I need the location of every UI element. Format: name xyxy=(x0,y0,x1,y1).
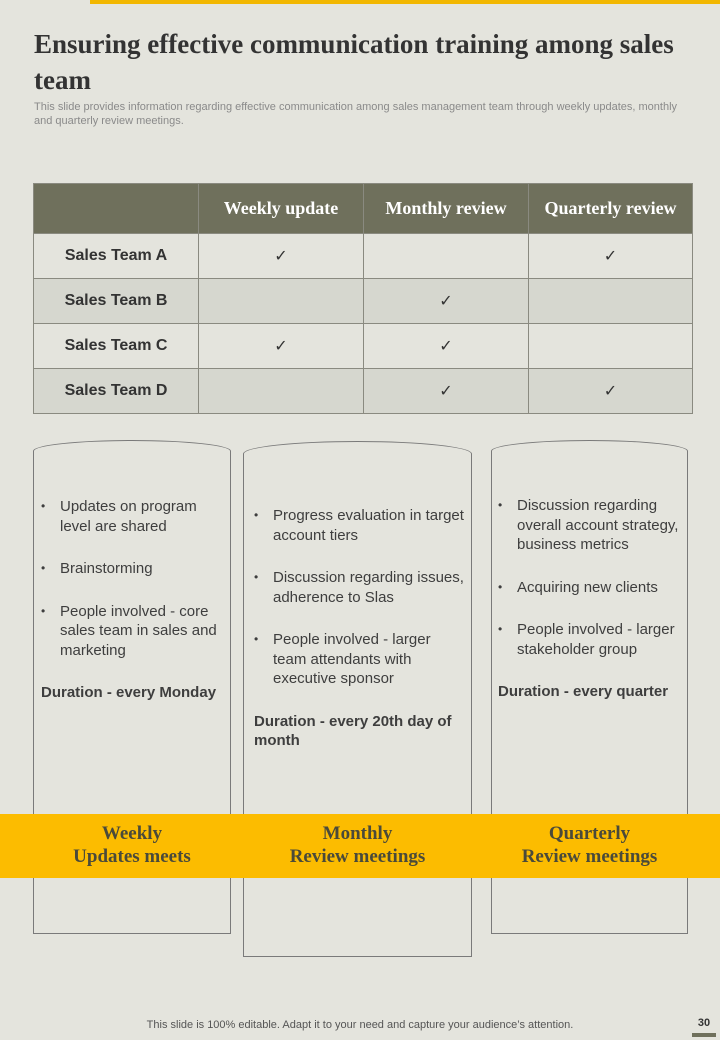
table-header-corner xyxy=(34,184,199,234)
checkmark-cell: ✓ xyxy=(199,234,364,279)
list-item xyxy=(498,496,684,555)
page-number: 30 xyxy=(697,1017,711,1029)
label-line: Monthly xyxy=(322,823,393,844)
checkmark-cell xyxy=(529,324,693,369)
list-item xyxy=(498,578,684,598)
bullet-text: Discussion regarding overall account strategy, business metrics xyxy=(517,497,679,553)
bullet-icon: • xyxy=(254,508,259,522)
checkmark-cell xyxy=(199,369,364,414)
table-row xyxy=(34,279,693,324)
checkmark-cell: ✓ xyxy=(529,369,693,414)
bullet-text: People involved - larger stakeholder group xyxy=(517,621,675,658)
checkmark-cell: ✓ xyxy=(199,324,364,369)
list-item xyxy=(254,630,466,689)
monthly-card-content xyxy=(254,506,466,751)
table-row xyxy=(34,369,693,414)
list-item xyxy=(41,559,223,579)
monthly-meeting-label xyxy=(243,822,472,868)
bullet-text: Acquiring new clients xyxy=(517,578,658,596)
slide-subtitle: This slide provides information regarding effective communication among sales management team through weekly updates, monthly and quarterly review meetings. xyxy=(34,101,678,127)
bullet-text: Progress evaluation in target account tiers xyxy=(273,507,464,544)
list-item xyxy=(254,568,466,607)
checkmark-cell: ✓ xyxy=(529,234,693,279)
quarterly-card-content xyxy=(498,496,684,702)
table-header-row xyxy=(34,184,693,234)
quarterly-meeting-label xyxy=(491,822,688,868)
monthly-bullet-list xyxy=(254,506,466,689)
table-row xyxy=(34,234,693,279)
meeting-matrix-table xyxy=(33,183,693,414)
page-number-underline xyxy=(692,1033,716,1037)
row-label: Sales Team B xyxy=(34,279,199,324)
checkmark-cell: ✓ xyxy=(364,324,529,369)
bullet-text: People involved - core sales team in sales and marketing xyxy=(60,602,217,659)
list-item xyxy=(498,620,684,659)
column-header-weekly: Weekly update xyxy=(199,184,364,234)
slide-title: Ensuring effective communication training among sales team xyxy=(34,29,674,95)
duration-text: Duration - every 20th day of month xyxy=(254,712,452,749)
duration-text: Duration - every quarter xyxy=(498,683,669,700)
bullet-icon: • xyxy=(254,570,259,584)
row-label: Sales Team C xyxy=(34,324,199,369)
label-line: Quarterly xyxy=(548,823,631,844)
row-label: Sales Team A xyxy=(34,234,199,279)
checkmark-cell xyxy=(199,279,364,324)
bullet-icon: • xyxy=(41,561,46,575)
checkmark-cell: ✓ xyxy=(364,369,529,414)
weekly-meeting-label xyxy=(33,822,231,868)
row-label: Sales Team D xyxy=(34,369,199,414)
weekly-card-content xyxy=(41,497,223,703)
bullet-text: Updates on program level are shared xyxy=(60,498,197,535)
footer-note: This slide is 100% editable. Adapt it to your need and capture your audience’s attention. xyxy=(146,1019,574,1031)
label-line: Review meetings xyxy=(289,846,426,867)
table-row xyxy=(34,324,693,369)
checkmark-cell xyxy=(364,234,529,279)
list-item xyxy=(41,497,223,536)
bullet-icon: • xyxy=(41,499,46,513)
checkmark-cell: ✓ xyxy=(364,279,529,324)
weekly-bullet-list xyxy=(41,497,223,660)
bullet-text: Brainstorming xyxy=(60,560,153,577)
label-line: Weekly xyxy=(101,823,163,844)
bullet-icon: • xyxy=(41,603,46,618)
label-line: Review meetings xyxy=(521,846,658,867)
label-line: Updates meets xyxy=(73,846,191,867)
duration-text: Duration - every Monday xyxy=(41,684,217,701)
quarterly-bullet-list xyxy=(498,496,684,659)
checkmark-cell xyxy=(529,279,693,324)
column-header-monthly: Monthly review xyxy=(364,184,529,234)
list-item xyxy=(254,506,466,545)
column-header-quarterly: Quarterly review xyxy=(529,184,693,234)
bullet-text: Discussion regarding issues, adherence to Slas xyxy=(273,569,464,606)
bullet-icon: • xyxy=(498,498,503,512)
bullet-icon: • xyxy=(254,632,259,646)
top-accent-bar xyxy=(90,0,720,4)
bullet-icon: • xyxy=(498,579,503,594)
bullet-text: People involved - larger team attendants with executive sponsor xyxy=(273,631,431,687)
bullet-icon: • xyxy=(498,622,503,636)
list-item xyxy=(41,602,223,661)
